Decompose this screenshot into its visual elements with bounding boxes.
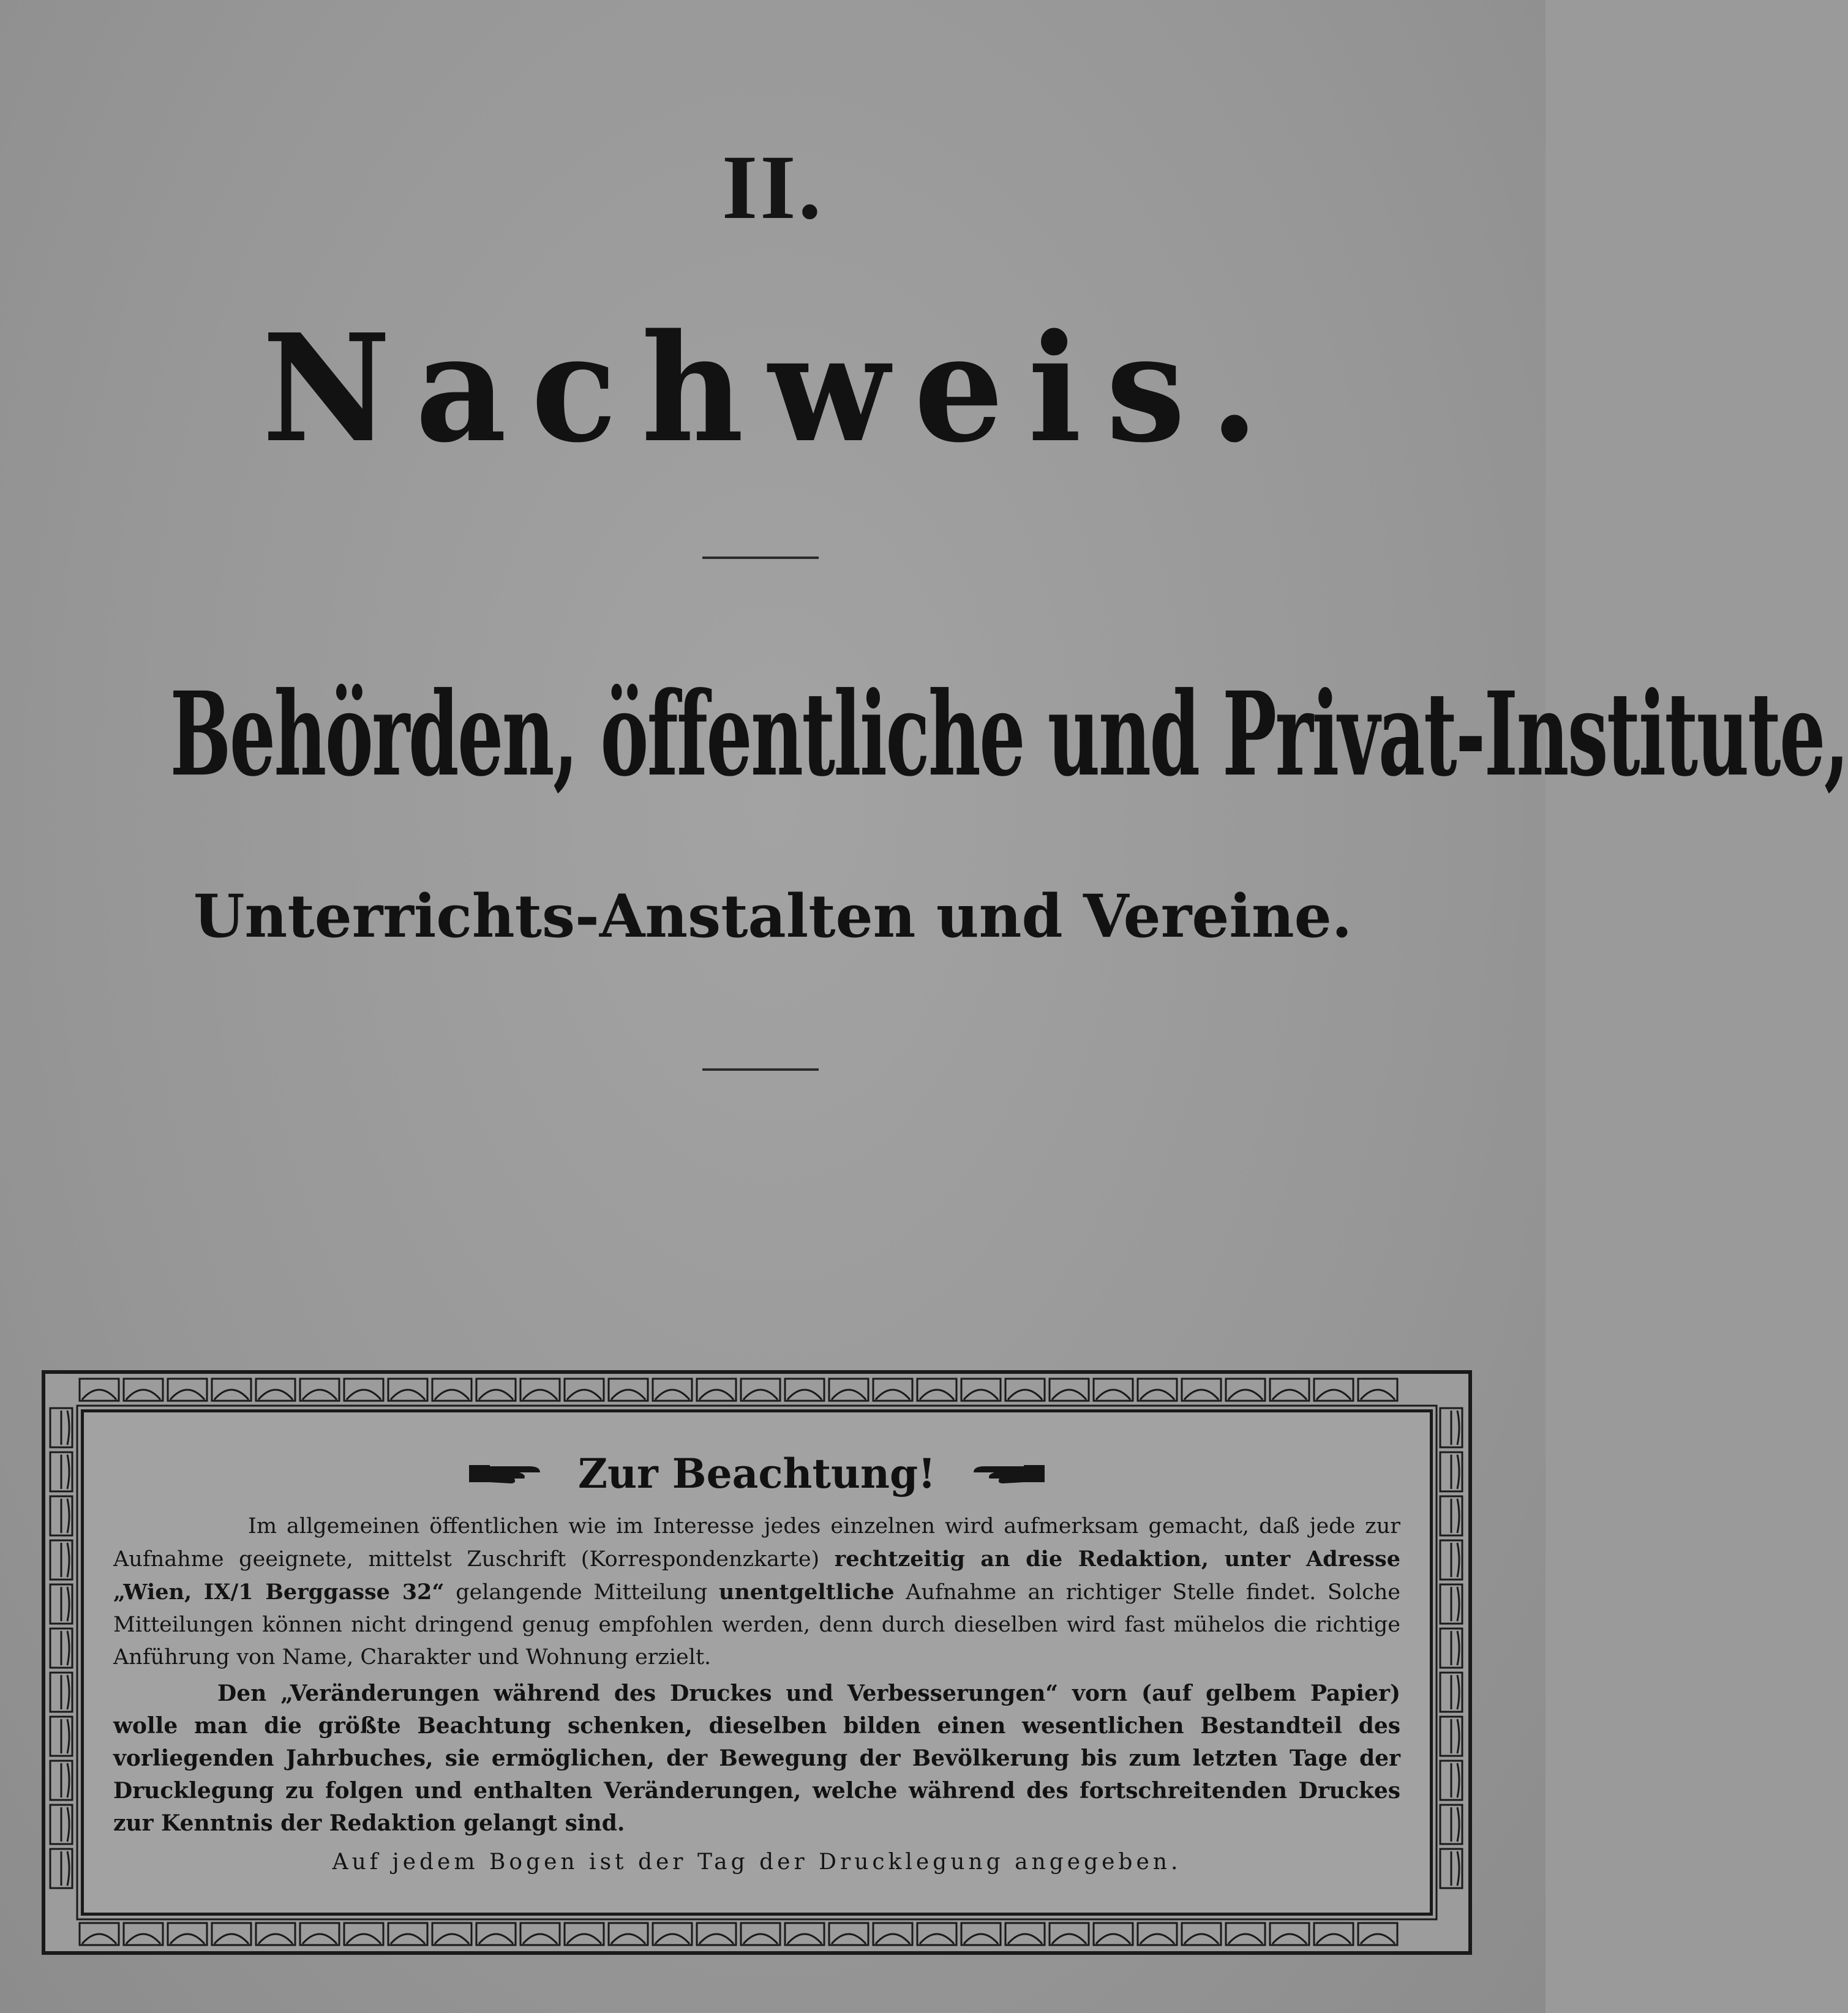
- divider-rule: [702, 557, 819, 559]
- notice-heading: Zur Beachtung!: [577, 1450, 936, 1498]
- notice-paragraph-2: Den „Veränderungen während des Druckes und Verbesserungen“ vorn (auf gelbem Papier) wolle man die größte Beachtung schenken, dieselben bilden einen wesentlichen Bestandteil des vorliegenden Jahrbuches, sie ermöglichen, der Bewegung der Bevölkerung bis zum letzten Tage der Drucklegung zu folgen und enthalten Veränderungen, welche während des fortschreitenden Druckes zur Kenntnis der Redaktion gelangt sind.: [113, 1681, 1400, 1836]
- notice-text: Im allgemeinen öffentlichen wie im Interesse jedes einzelnen wird aufmerksam gemacht, daß jede zur Aufnahme geeignete, mittelst Zuschrift (Korrespondenzkarte): [113, 1514, 1400, 1572]
- pointing-hand-left-icon: [960, 1456, 1046, 1491]
- notice-box: [42, 1370, 1472, 1955]
- notice-footer: Auf jedem Bogen ist der Tag der Drucklegung angegeben.: [332, 1850, 1182, 1875]
- notice-content: [81, 1409, 1433, 1916]
- pointing-hand-right-icon: [468, 1456, 554, 1491]
- notice-paragraph-1: [113, 1510, 1400, 1674]
- notice-emphasis: unentgeltliche: [718, 1580, 895, 1605]
- notice-address: rechtzeitig an die Redaktion, unter Adresse „Wien, IX/1 Berggasse 32“: [113, 1546, 1401, 1605]
- section-number: II.: [721, 137, 824, 238]
- notice-text: gelangende Mitteilung: [444, 1580, 719, 1605]
- notice-text: Aufnahme an richtiger Stelle findet. Solche Mitteilungen können nicht dringend genug empfohlen werden, denn durch dieselben wird fast mühelos die richtige Anführung von Name, Charakter und Wohnung erzielt.: [113, 1580, 1401, 1670]
- subtitle-secondary: Unterrichts-Anstalten und Vereine.: [193, 882, 1353, 951]
- page-title: Nachweis.: [262, 302, 1283, 476]
- subtitle: Behörden, öffentliche und Privat-Institute,: [170, 666, 1848, 802]
- notice-heading-row: [113, 1449, 1400, 1498]
- divider-rule: [702, 1068, 819, 1071]
